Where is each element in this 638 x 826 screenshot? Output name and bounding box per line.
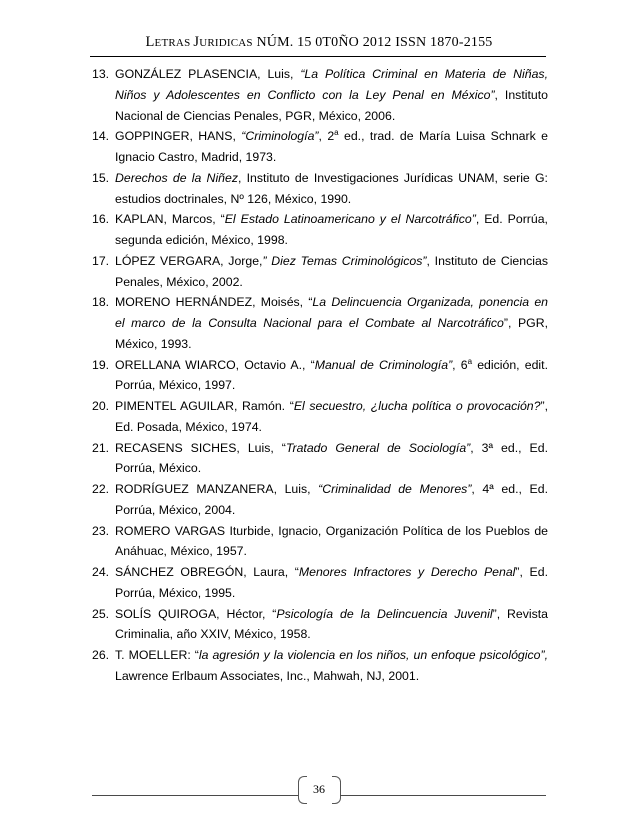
header-initial-l: L xyxy=(145,34,155,50)
reference-item xyxy=(92,126,548,168)
reference-item xyxy=(92,64,548,126)
reference-item xyxy=(92,562,548,604)
header-initial-j: J xyxy=(193,34,200,50)
reference-author: SÁNCHEZ OBREGÓN, Laura, “ xyxy=(115,565,299,579)
reference-author: RODRÍGUEZ MANZANERA, Luis, xyxy=(115,482,319,496)
reference-title: Tratado General de Sociología” xyxy=(285,440,471,455)
reference-author: PIMENTEL AGUILAR, Ramón. “ xyxy=(115,399,294,413)
reference-author: ROMERO VARGAS Iturbide, Ignacio, Organización Política de los Pueblos de Anáhuac, México, 1957. xyxy=(115,523,548,559)
reference-title: “Criminología” xyxy=(241,129,319,144)
reference-title: “Criminalidad de Menores” xyxy=(318,482,472,496)
reference-title: Manual de Criminología” xyxy=(314,357,453,372)
reference-details: , 3ª ed., Ed. Porrúa, México. xyxy=(115,440,548,476)
reference-title: Menores Infractores y Derecho Penal xyxy=(298,565,516,579)
reference-author: LÓPEZ VERGARA, Jorge, xyxy=(115,253,263,268)
reference-details: ”, Revista Criminalia, año XXIV, México, 1958. xyxy=(115,606,548,642)
reference-author: T. MOELLER: “ xyxy=(115,648,199,662)
header-rule xyxy=(90,56,546,57)
reference-number: 24. xyxy=(92,565,110,579)
reference-title: Psicología de la Delincuencia Juvenil xyxy=(276,606,493,621)
footer-rule-right xyxy=(340,795,546,796)
reference-author: SOLÍS QUIROGA, Héctor, “ xyxy=(115,606,277,621)
header-smallcaps-uridicas: URIDICAS xyxy=(199,37,253,49)
bibliography-list xyxy=(92,64,548,687)
reference-author: RECASENS SICHES, Luis, “ xyxy=(115,440,286,455)
reference-number: 14. xyxy=(92,129,110,144)
reference-number: 21. xyxy=(92,440,110,455)
reference-details: , 2 xyxy=(318,129,335,144)
reference-author: MORENO HERNÁNDEZ, Moisés, “ xyxy=(115,295,313,310)
reference-item xyxy=(92,604,548,646)
reference-number: 16. xyxy=(92,212,110,227)
reference-title: La Delincuencia Organizada, ponencia en el marco de la Consulta Nacional para el Combate al Narcotráfico xyxy=(115,295,548,330)
reference-superscript: a xyxy=(467,356,473,366)
reference-number: 20. xyxy=(92,399,110,413)
header-smallcaps-etras: ETRAS xyxy=(154,37,194,49)
reference-number: 13. xyxy=(92,67,110,81)
reference-item xyxy=(92,355,548,397)
reference-item xyxy=(92,438,548,480)
reference-item xyxy=(92,168,548,210)
reference-author: GONZÁLEZ PLASENCIA, Luis, xyxy=(115,67,301,81)
header-issue-info: NÚM. 15 0T0ÑO 2012 ISSN 1870-2155 xyxy=(252,35,493,50)
reference-details: ”, Ed. Porrúa, México, 1995. xyxy=(115,565,548,600)
reference-title: la agresión y la violencia en los niños, un enfoque psicológico”, xyxy=(198,648,548,662)
reference-item xyxy=(92,251,548,293)
reference-item xyxy=(92,209,548,251)
reference-details: , 6 xyxy=(452,357,468,372)
reference-number: 25. xyxy=(92,606,110,621)
reference-number: 18. xyxy=(92,295,110,310)
reference-details: , Ed. Porrúa, segunda edición, México, 1998. xyxy=(115,212,548,247)
reference-details: Lawrence Erlbaum Associates, Inc., Mahwah, NJ, 2001. xyxy=(115,668,420,683)
reference-item xyxy=(92,292,548,354)
reference-number: 17. xyxy=(92,253,110,268)
reference-author: ORELLANA WIARCO, Octavio A., “ xyxy=(115,357,315,372)
reference-title: ” Diez Temas Criminológicos” xyxy=(262,253,427,268)
right-bracket-ornament xyxy=(332,776,341,804)
reference-item xyxy=(92,521,548,563)
reference-details: , Instituto Nacional de Ciencias Penales, PGR, México, 2006. xyxy=(115,87,548,123)
reference-number: 26. xyxy=(92,648,110,662)
reference-author: GOPPINGER, HANS, xyxy=(115,129,242,144)
reference-details: ”, Ed. Posada, México, 1974. xyxy=(115,399,548,434)
reference-details-cont: edición, edit. Porrúa, México, 1997. xyxy=(115,357,549,393)
running-header xyxy=(90,34,548,51)
reference-details: , 4ª ed., Ed. Porrúa, México, 2004. xyxy=(115,482,548,517)
reference-details: ”, PGR, México, 1993. xyxy=(115,316,549,351)
reference-number: 22. xyxy=(92,482,110,496)
page-number: 36 xyxy=(313,782,325,796)
reference-title: Derechos de la Niñez xyxy=(115,170,238,185)
reference-superscript: a xyxy=(334,128,339,138)
reference-title: El secuestro, ¿lucha política o provocación? xyxy=(293,399,541,413)
reference-item xyxy=(92,396,548,438)
reference-number: 19. xyxy=(92,357,110,372)
reference-details-cont: ed., trad. de María Luisa Schnark e Ignacio Castro, Madrid, 1973. xyxy=(115,129,548,164)
footer-rule-left xyxy=(92,795,298,796)
reference-details: , Instituto de Ciencias Penales, México, 2002. xyxy=(115,253,548,289)
reference-item xyxy=(92,479,548,521)
reference-author: KAPLAN, Marcos, “ xyxy=(115,212,225,227)
reference-title: “La Política Criminal en Materia de Niñas, Niños y Adolescentes en Conflicto con la Ley Penal en México” xyxy=(115,67,548,102)
reference-item xyxy=(92,645,548,687)
reference-number: 15. xyxy=(92,170,110,185)
reference-number: 23. xyxy=(92,523,110,538)
reference-title: El Estado Latinoamericano y el Narcotráfico” xyxy=(224,212,476,227)
reference-details: , Instituto de Investigaciones Jurídicas UNAM, serie G: estudios doctrinales, Nº 126, México, 1990. xyxy=(115,170,548,206)
